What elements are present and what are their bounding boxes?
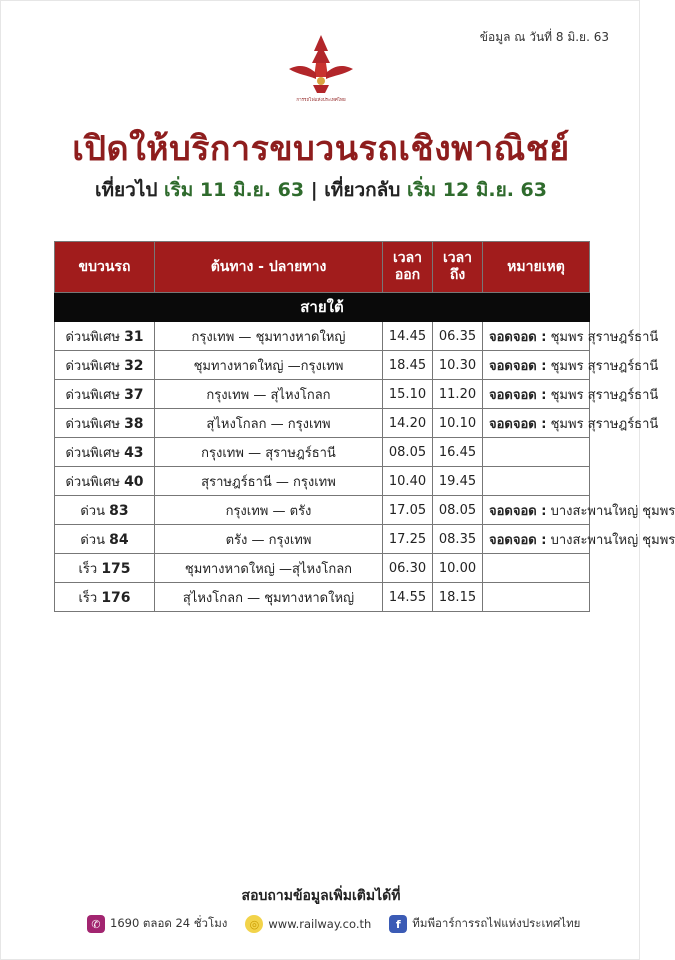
arrive-cell: 18.15 — [433, 583, 483, 612]
arrive-cell: 11.20 — [433, 380, 483, 409]
return-start: เริ่ม 12 มิ.ย. 63 — [406, 179, 547, 201]
table-row — [55, 351, 590, 380]
depart-cell: 15.10 — [383, 380, 433, 409]
note-cell — [483, 467, 590, 496]
train-type: ด่วนพิเศษ — [65, 416, 120, 432]
train-number: 83 — [109, 502, 129, 519]
header-note: หมายเหตุ — [483, 242, 590, 293]
note-label: จอดจอด : — [489, 416, 547, 432]
train-number: 37 — [124, 386, 144, 403]
website-text[interactable]: www.railway.co.th — [268, 917, 372, 931]
outbound-label: เที่ยวไป — [94, 179, 158, 201]
train-number: 31 — [124, 328, 144, 345]
facebook-text[interactable]: ทีมพีอาร์การรถไฟแห่งประเทศไทย — [412, 916, 581, 930]
train-type: เร็ว — [78, 590, 98, 606]
footer-contacts — [87, 915, 598, 933]
depart-cell: 10.40 — [383, 467, 433, 496]
note-cell — [483, 380, 659, 409]
note-text: ชุมพร สุราษฎร์ธานี — [550, 416, 659, 432]
train-type: ด่วน — [80, 503, 105, 519]
table-row — [55, 467, 590, 496]
facebook-contact[interactable] — [389, 915, 580, 933]
subtitle-separator: | — [310, 179, 318, 201]
note-text: บางสะพานใหญ่ ชุมพร — [550, 503, 675, 519]
section-row-south — [55, 293, 590, 322]
table-row — [55, 438, 590, 467]
header-train: ขบวนรถ — [55, 242, 155, 293]
return-label: เที่ยวกลับ — [324, 179, 401, 201]
note-cell — [483, 496, 675, 525]
table-row — [55, 554, 590, 583]
outbound-start: เริ่ม 11 มิ.ย. 63 — [164, 179, 305, 201]
train-cell — [55, 322, 155, 351]
website-contact[interactable] — [245, 915, 371, 933]
table-row — [55, 496, 590, 525]
note-cell — [483, 322, 659, 351]
train-type: ด่วนพิเศษ — [65, 445, 120, 461]
train-type: ด่วนพิเศษ — [65, 474, 120, 490]
depart-cell: 14.55 — [383, 583, 433, 612]
route-cell: กรุงเทพ — ตรัง — [155, 496, 383, 525]
note-cell — [483, 438, 590, 467]
depart-cell: 17.05 — [383, 496, 433, 525]
train-number: 32 — [124, 357, 144, 374]
train-cell — [55, 409, 155, 438]
arrive-cell: 19.45 — [433, 467, 483, 496]
note-label: จอดจอด : — [489, 329, 547, 345]
table-row — [55, 583, 590, 612]
depart-cell: 17.25 — [383, 525, 433, 554]
table-row — [55, 380, 590, 409]
note-text: ชุมพร สุราษฎร์ธานี — [550, 329, 659, 345]
arrive-cell: 08.35 — [433, 525, 483, 554]
arrive-cell: 06.35 — [433, 322, 483, 351]
facebook-icon: f — [389, 915, 407, 933]
svg-text:การรถไฟแห่งประเทศไทย: การรถไฟแห่งประเทศไทย — [296, 98, 346, 103]
srt-logo — [283, 33, 359, 103]
train-number: 176 — [101, 589, 131, 606]
train-cell — [55, 467, 155, 496]
train-number: 38 — [124, 415, 144, 432]
note-label: จอดจอด : — [489, 503, 547, 519]
train-cell — [55, 554, 155, 583]
route-cell: กรุงเทพ — สุราษฎร์ธานี — [155, 438, 383, 467]
table-row — [55, 525, 590, 554]
page-title: เปิดให้บริการขบวนรถเชิงพาณิชย์ — [72, 129, 570, 169]
train-cell — [55, 525, 155, 554]
train-cell — [55, 438, 155, 467]
arrive-cell: 16.45 — [433, 438, 483, 467]
arrive-cell: 10.10 — [433, 409, 483, 438]
note-label: จอดจอด : — [489, 387, 547, 403]
note-cell — [483, 554, 590, 583]
arrive-cell: 08.05 — [433, 496, 483, 525]
depart-cell: 08.05 — [383, 438, 433, 467]
header-arrive: เวลา ถึง — [433, 242, 483, 293]
date-note: ข้อมูล ณ วันที่ 8 มิ.ย. 63 — [479, 30, 609, 44]
note-cell — [483, 583, 590, 612]
train-number: 43 — [124, 444, 144, 461]
header-depart: เวลา ออก — [383, 242, 433, 293]
table-row — [55, 409, 590, 438]
footer-title: สอบถามข้อมูลเพิ่มเติมได้ที่ — [241, 888, 401, 904]
table-row — [55, 322, 590, 351]
route-cell: ชุมทางหาดใหญ่ —สุไหงโกลก — [155, 554, 383, 583]
route-cell: ตรัง — กรุงเทพ — [155, 525, 383, 554]
route-cell: ชุมทางหาดใหญ่ —กรุงเทพ — [155, 351, 383, 380]
route-cell: กรุงเทพ — ชุมทางหาดใหญ่ — [155, 322, 383, 351]
phone-icon: ✆ — [87, 915, 105, 933]
train-number: 40 — [124, 473, 144, 490]
train-number: 84 — [109, 531, 129, 548]
note-text: ชุมพร สุราษฎร์ธานี — [550, 387, 659, 403]
phone-contact — [87, 915, 227, 933]
train-cell — [55, 351, 155, 380]
service-dates — [1, 175, 641, 205]
phone-text: 1690 ตลอด 24 ชั่วโมง — [110, 916, 228, 930]
train-number: 175 — [101, 560, 131, 577]
note-cell — [483, 351, 659, 380]
section-label: สายใต้ — [55, 293, 590, 322]
depart-cell: 18.45 — [383, 351, 433, 380]
train-cell — [55, 380, 155, 409]
header-route: ต้นทาง - ปลายทาง — [155, 242, 383, 293]
depart-cell: 14.20 — [383, 409, 433, 438]
route-cell: สุไหงโกลก — ชุมทางหาดใหญ่ — [155, 583, 383, 612]
depart-cell: 14.45 — [383, 322, 433, 351]
timetable — [54, 241, 675, 612]
note-label: จอดจอด : — [489, 532, 547, 548]
train-type: ด่วนพิเศษ — [65, 387, 120, 403]
web-icon: ◎ — [245, 915, 263, 933]
train-type: เร็ว — [78, 561, 98, 577]
arrive-cell: 10.00 — [433, 554, 483, 583]
train-cell — [55, 583, 155, 612]
route-cell: กรุงเทพ — สุไหงโกลก — [155, 380, 383, 409]
note-text: ชุมพร สุราษฎร์ธานี — [550, 358, 659, 374]
route-cell: สุไหงโกลก — กรุงเทพ — [155, 409, 383, 438]
arrive-cell: 10.30 — [433, 351, 483, 380]
note-text: บางสะพานใหญ่ ชุมพร — [550, 532, 675, 548]
depart-cell: 06.30 — [383, 554, 433, 583]
note-cell — [483, 525, 675, 554]
route-cell: สุราษฎร์ธานี — กรุงเทพ — [155, 467, 383, 496]
train-type: ด่วนพิเศษ — [65, 358, 120, 374]
note-cell — [483, 409, 659, 438]
table-header-row — [55, 242, 590, 293]
train-cell — [55, 496, 155, 525]
train-type: ด่วนพิเศษ — [65, 329, 120, 345]
note-label: จอดจอด : — [489, 358, 547, 374]
train-type: ด่วน — [80, 532, 105, 548]
